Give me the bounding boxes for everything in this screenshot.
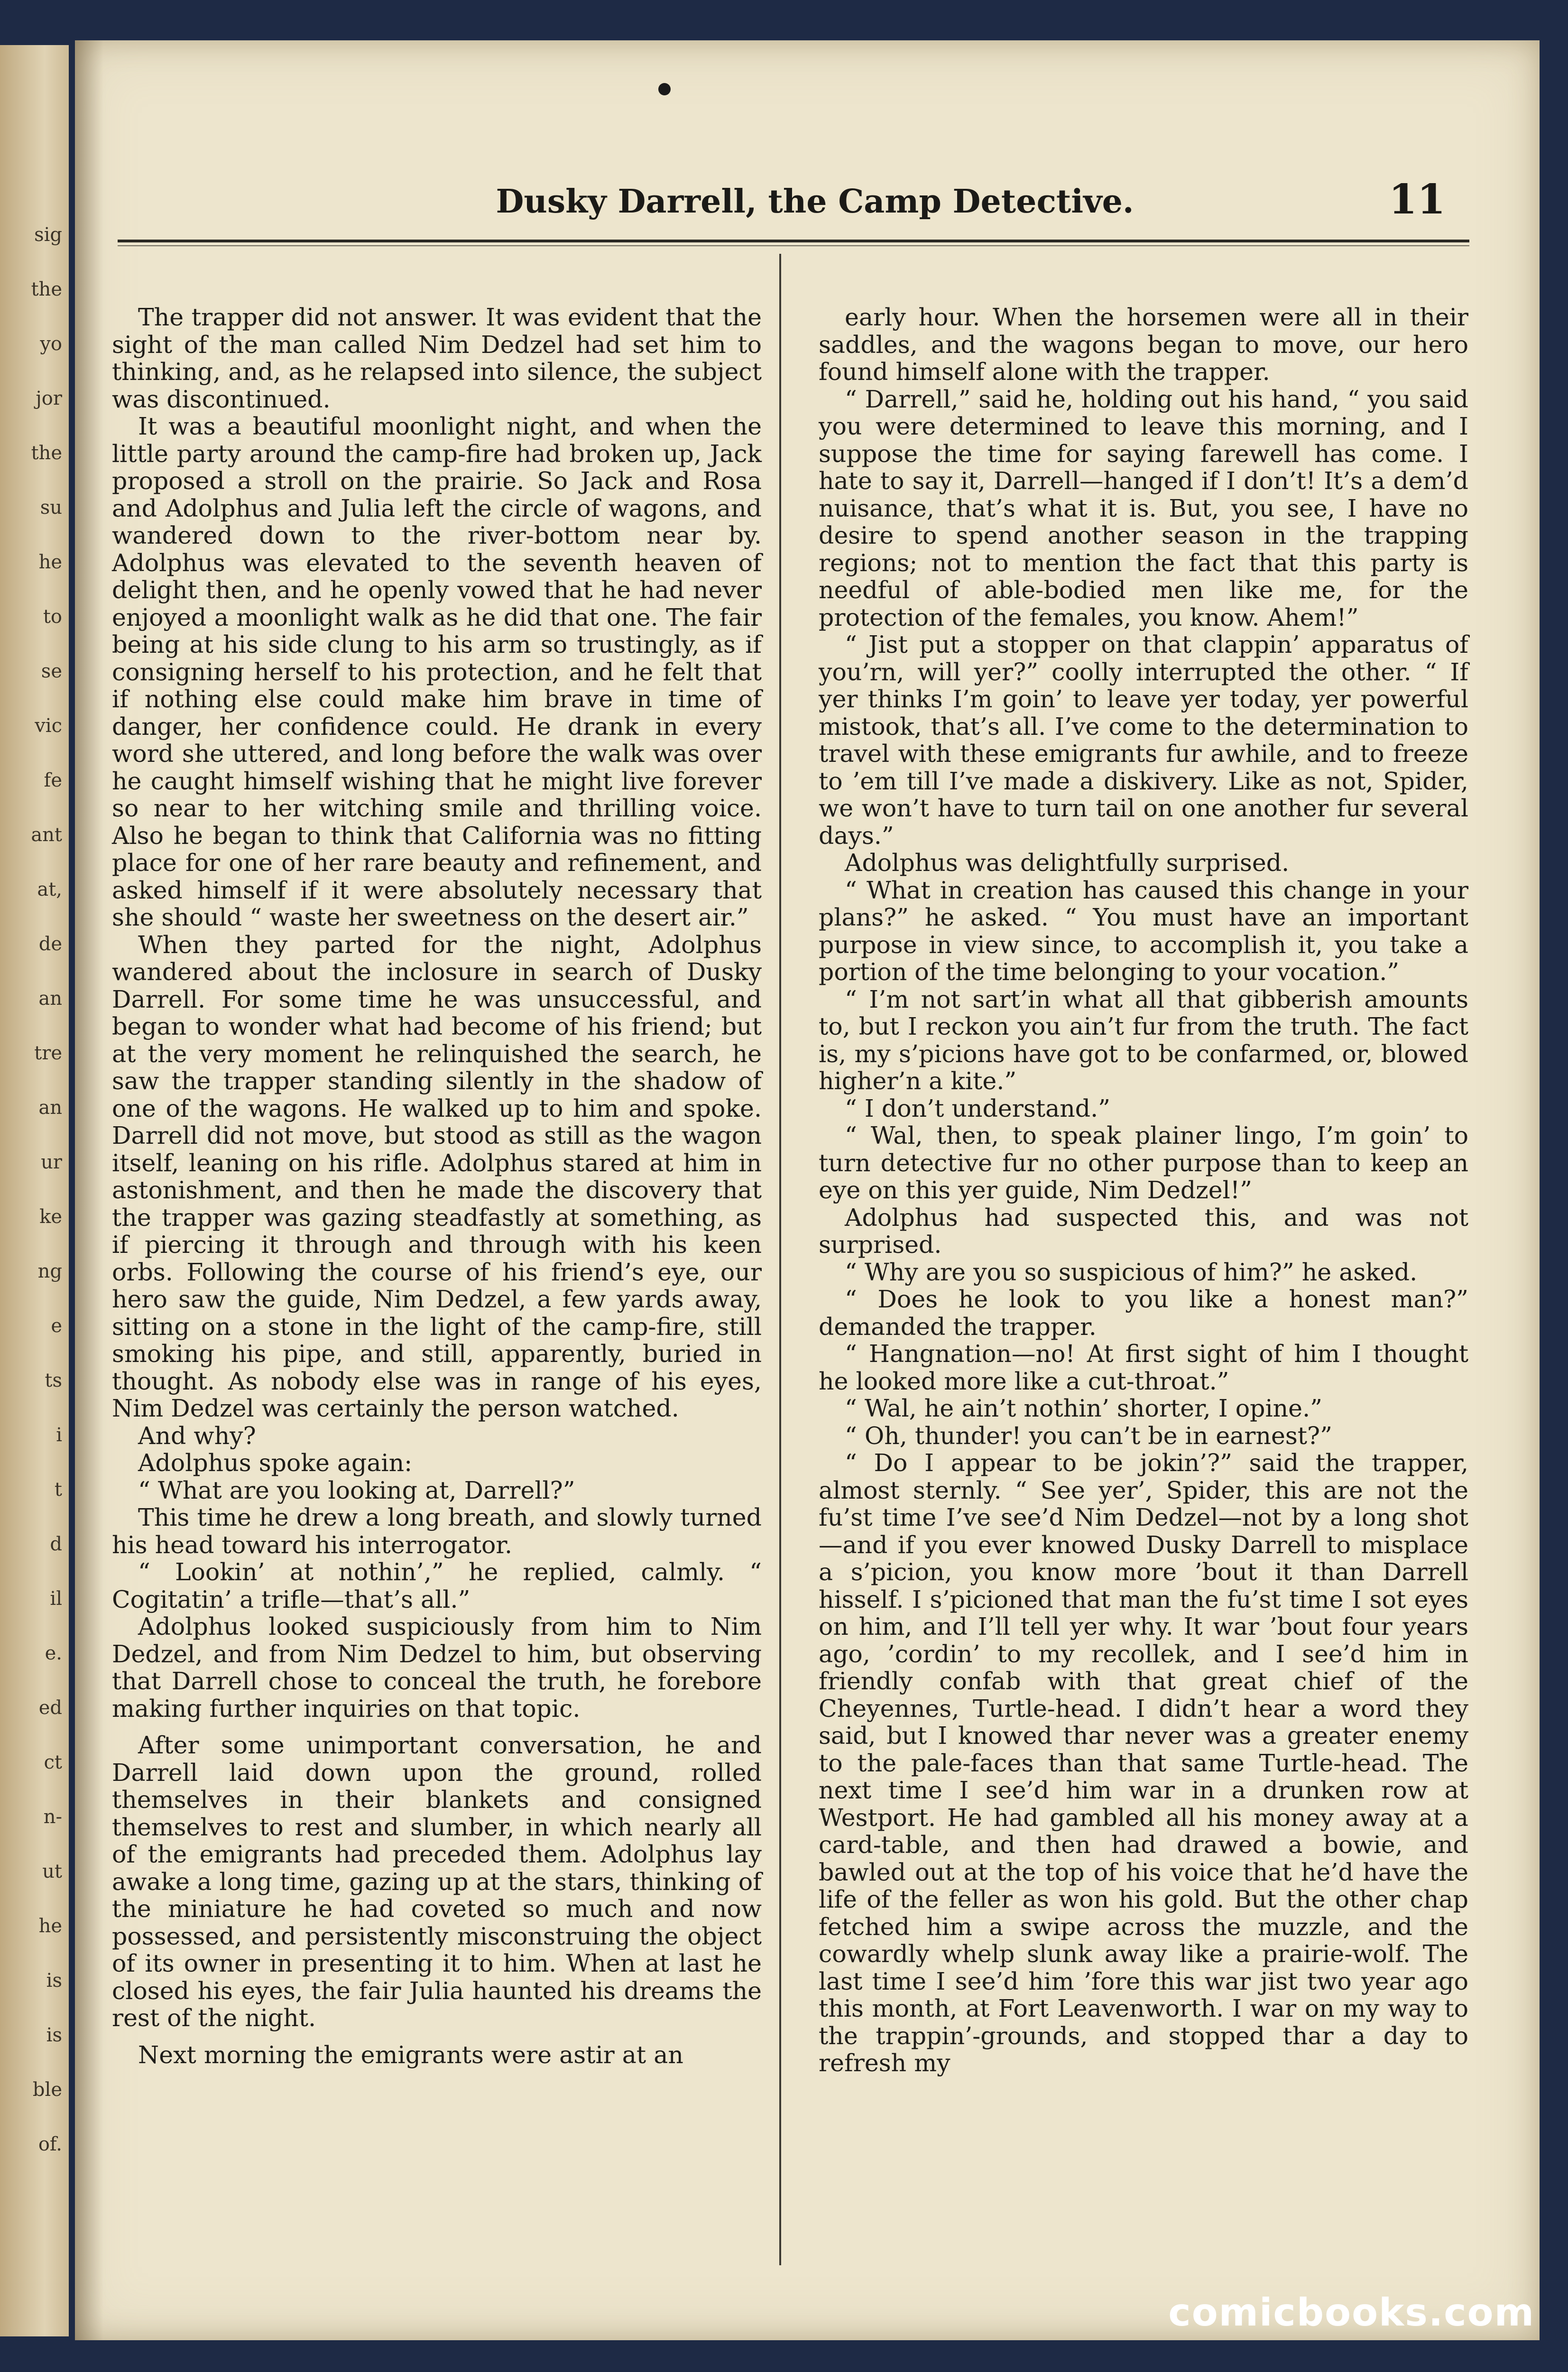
paragraph: Adolphus spoke again: [138,1449,413,1477]
prev-page-text-fragment: he [38,551,62,573]
watermark: comicbooks.com [1168,2290,1535,2335]
paragraph: The trapper did not answer. It was evident that the sight of the man called Nim Dedzel had set him to thinking, and, as he relapsed into silence, the subject was discontinued. [112,303,762,413]
prev-page-text-fragment: of. [38,2133,62,2155]
prev-page-text-fragment: ct [44,1751,62,1773]
running-header: Dusky Darrell, the Camp Detective. [496,183,1134,221]
prev-page-text-fragment: the [31,442,62,464]
paragraph: Adolphus had suspected this, and was not surprised. [819,1203,1468,1259]
paragraph: “ I’m not sart’in what all that gibberish amounts to, but I reckon you ain’t fur from the truth. The fact is, my s’picions have got to be confarmed, or, blowed higher’n a kite.” [819,985,1468,1095]
prev-page-text-fragment: an [38,1097,62,1119]
paragraph: “ Do I appear to be jokin’?” said the trapper, almost sternly. “ See yer’, Spider, this are not the fu’st time I’ve see’d Nim Dedzel—not by a long shot—and if you ever knowed Dusky Darrell to misplace a s’picion, you know more ’bout it than Darrell hisself. I s’picioned that man the fu’st time I sot eyes on him, and I’ll tell yer why. It war ’bout four years ago, ’cordin’ to my recollek, and I see’d him in friendly confab with that great chief of the Cheyennes, Turtle-head. I didn’t hear a word they said, but I knowed thar never was a greater enemy to the pale-faces than that same Turtle-head. The next time I see’d him war in a drunken row at Westport. He had gambled all his money away at a card-table, and then had drawed a bowie, and bawled out at the top of his voice that he’d have the life of the feller as won his gold. But the other chap fetched him a swipe across the muzzle, and the cowardly whelp slunk away like a prairie-wolf. The last time I see’d him ’fore this war jist two year ago this month, at Fort Leavenworth. I war on my way to the trappin’-grounds, and stopped thar a day to refresh my [819,1449,1468,2077]
prev-page-text-fragment: he [38,1915,62,1937]
paragraph: “ I don’t understand.” [845,1094,1110,1122]
book-page [75,40,1540,2340]
prev-page-text-fragment: sig [34,224,62,246]
binding-hole [658,83,671,95]
paragraph: “ Hangnation—no! At first sight of him I thought he looked more like a cut-throat.” [819,1340,1468,1395]
prev-page-text-fragment: yo [40,333,62,355]
paragraph: “ Wal, then, to speak plainer lingo, I’m goin’ to turn detective fur no other purpose than to keep an eye on this yer guide, Nim Dedzel!” [819,1121,1468,1204]
paragraph: “ Wal, he ain’t nothin’ shorter, I opine.” [845,1394,1322,1422]
header-rule [118,240,1469,242]
paragraph: “ Oh, thunder! you can’t be in earnest?” [845,1421,1332,1450]
prev-page-text-fragment: ut [42,1861,62,1882]
paragraph: “ Does he look to you like a honest man?” demanded the trapper. [819,1285,1468,1341]
prev-page-text-fragment: se [41,660,62,682]
prev-page-text-fragment: to [43,606,62,628]
prev-page-text-fragment: fe [44,769,62,791]
paragraph: And why? [138,1421,256,1450]
paragraph: This time he drew a long breath, and slowly turned his head toward his interrogator. [112,1503,762,1559]
prev-page-text-fragment: tre [34,1042,62,1064]
prev-page-text-fragment: d [50,1533,62,1555]
prev-page-text-fragment: ng [37,1260,62,1282]
left-column [112,304,762,2068]
prev-page-text-fragment: e. [45,1642,62,1664]
previous-page-edge [0,45,69,2336]
gutter-shadow [75,40,103,2340]
prev-page-text-fragment: is [46,2024,62,2046]
paragraph: It was a beautiful moonlight night, and when the little party around the camp-fire had broken up, Jack proposed a stroll on the prairie. So Jack and Rosa and Adolphus and Julia left the circle of wagons, and wandered down to the river-bottom near by. Adolphus was elevated to the seventh heaven of delight then, and he openly vowed that he had never enjoyed a moonlight walk as he did that one. The fair being at his side clung to his arm so trustingly, as if consigning herself to his protection, and he felt that if nothing else could make him brave in time of danger, her confidence could. He drank in every word she uttered, and long before the walk was over he caught himself wishing that he might live forever so near to her witching smile and thrilling voice. Also he began to think that California was no fitting place for one of her rare beauty and refinement, and asked himself if it were absolutely necessary that she should “ waste her sweetness on the desert air.” [112,412,762,931]
paragraph: After some unimportant conversation, he and Darrell laid down upon the ground, rolled themselves in their blankets and consigned themselves to rest and slumber, in which nearly all of the emigrants had preceded them. Adolphus lay awake a long time, gazing up at the stars, thinking of the miniature he had coveted so much and now possessed, and persistently misconstruing the object of its owner in presenting it to him. When at last he closed his eyes, the fair Julia haunted his dreams the rest of the night. [112,1731,762,2032]
prev-page-text-fragment: il [50,1588,62,1610]
prev-page-text-fragment: jor [36,388,62,409]
paragraph: “ Darrell,” said he, holding out his hand, “ you said you were determined to leave this morning, and I suppose the time for saying farewell has come. I hate to say it, Darrell—hanged if I don’t! It’s a dem’d nuisance, that’s what it is. But, you see, I have no desire to spend another season in the trapping regions; not to mention the fact that this party is needful of able-bodied men like me, for the protection of the females, you know. Ahem!” [819,385,1468,631]
paragraph: “ What in creation has caused this change in your plans?” he asked. “ You must have an important purpose in view since, to accomplish it, you take a portion of the time belonging to your vocation.” [819,876,1468,986]
prev-page-text-fragment: n- [43,1806,62,1828]
prev-page-text-fragment: t [54,1479,62,1501]
paragraph: “ Lookin’ at nothin’,” he replied, calmly. “ Cogitatin’ a trifle—that’s all.” [112,1558,762,1613]
column-divider [779,254,781,2265]
right-column [819,304,1468,2077]
prev-page-text-fragment: ke [39,1206,62,1228]
prev-page-text-fragment: ts [45,1370,62,1391]
paragraph: “ Why are you so suspicious of him?” he asked. [845,1258,1418,1286]
prev-page-text-fragment: the [31,278,62,300]
prev-page-text-fragment: vic [35,715,62,737]
paragraph: Next morning the emigrants were astir at an [138,2040,683,2069]
header-rule-thin [118,245,1469,246]
paragraph: “ What are you looking at, Darrell?” [138,1476,575,1504]
paragraph: early hour. When the horsemen were all in their saddles, and the wagons began to move, our hero found himself alone with the trapper. [819,303,1468,386]
prev-page-text-fragment: i [56,1424,62,1446]
prev-page-text-fragment: su [40,497,62,519]
prev-page-text-fragment: ant [31,824,62,846]
paragraph: Adolphus looked suspiciously from him to Nim Dedzel, and from Nim Dedzel to him, but observing that Darrell chose to conceal the truth, he forebore making further inquiries on that topic. [112,1612,762,1723]
prev-page-text-fragment: ed [38,1697,62,1719]
page-number: 11 [1389,176,1446,223]
prev-page-text-fragment: is [46,1970,62,1992]
prev-page-text-fragment: ur [41,1151,62,1173]
prev-page-text-fragment: de [38,933,62,955]
prev-page-text-fragment: ble [32,2079,62,2101]
prev-page-text-fragment: at, [37,879,62,900]
paragraph: “ Jist put a stopper on that clappin’ apparatus of you’rn, will yer?” coolly interrupted the other. “ If yer thinks I’m goin’ to leave yer today, yer powerful mistook, that’s all. I’ve come to the determination to travel with these emigrants fur awhile, and to freeze to ’em till I’ve made a diskivery. Like as not, Spider, we won’t have to turn tail on one another fur several days.” [819,630,1468,850]
paragraph: When they parted for the night, Adolphus wandered about the inclosure in search of Dusky Darrell. For some time he was unsuccessful, and began to wonder what had become of his friend; but at the very moment he relinquished the search, he saw the trapper standing silently in the shadow of one of the wagons. He walked up to him and spoke. Darrell did not move, but stood as still as the wagon itself, leaning on his rifle. Adolphus stared at him in astonishment, and then he made the discovery that the trapper was gazing steadfastly at something, as if piercing it through and through with his keen orbs. Following the course of his friend’s eye, our hero saw the guide, Nim Dedzel, a few yards away, sitting on a stone in the light of the camp-fire, still smoking his pipe, and still, apparently, buried in thought. As nobody else was in range of his eyes, Nim Dedzel was certainly the person watched. [112,930,762,1422]
prev-page-text-fragment: an [38,988,62,1010]
prev-page-text-fragment: e [51,1315,62,1337]
paragraph: Adolphus was delightfully surprised. [845,849,1290,877]
